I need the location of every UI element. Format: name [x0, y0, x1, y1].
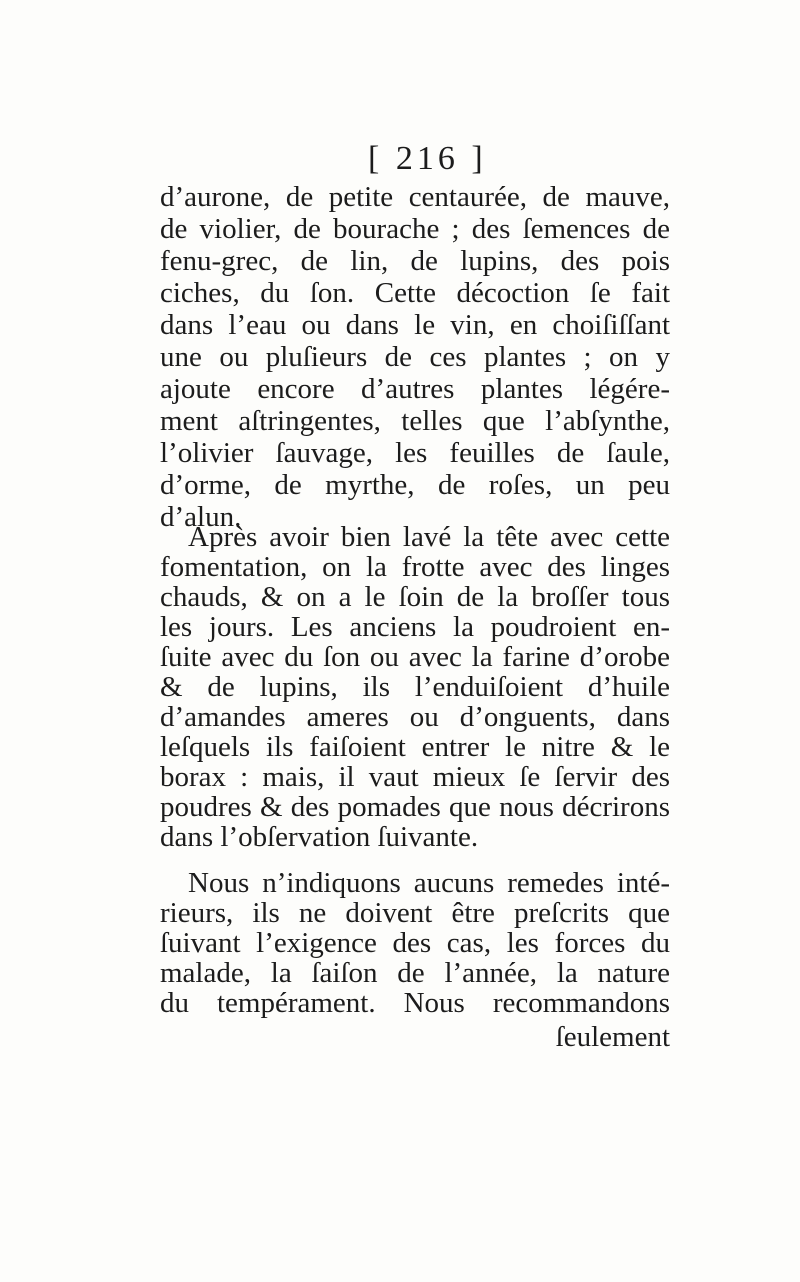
- text-line: une ou pluſieurs de ces plantes ; on y: [160, 341, 670, 373]
- text-line: l’olivier ſauvage, les feuilles de ſaule,: [160, 437, 670, 469]
- text-line: leſquels ils faiſoient entrer le nitre & le: [160, 731, 670, 763]
- text-line: d’amandes ameres ou d’onguents, dans: [160, 701, 670, 733]
- text-line: d’aurone, de petite centaurée, de mauve,: [160, 181, 670, 213]
- catchword: ſeulement: [555, 1021, 670, 1053]
- text-line: les jours. Les anciens la poudroient en-: [160, 611, 670, 643]
- page-number: [ 216 ]: [368, 140, 487, 177]
- text-line: Après avoir bien lavé la tête avec cette: [188, 521, 670, 553]
- text-line: fenu-grec, de lin, de lupins, des pois: [160, 245, 670, 277]
- text-line: dans l’obſervation ſuivante.: [160, 821, 479, 853]
- text-line: rieurs, ils ne doivent être preſcrits que: [160, 897, 670, 929]
- text-line: malade, la ſaiſon de l’année, la nature: [160, 957, 670, 989]
- text-line: chauds, & on a le ſoin de la broſſer tous: [160, 581, 670, 613]
- text-line: du tempérament. Nous recommandons: [160, 987, 670, 1019]
- text-line: Nous n’indiquons aucuns remedes inté-: [188, 867, 670, 899]
- text-line: ciches, du ſon. Cette décoction ſe fait: [160, 277, 670, 309]
- text-line: & de lupins, ils l’enduiſoient d’huile: [160, 671, 670, 703]
- text-line: de violier, de bourache ; des ſemences de: [160, 213, 670, 245]
- text-line: ſuivant l’exigence des cas, les forces du: [160, 927, 670, 959]
- text-line: d’alun.: [160, 501, 242, 533]
- text-line: d’orme, de myrthe, de roſes, un peu: [160, 469, 670, 501]
- text-line: borax : mais, il vaut mieux ſe ſervir des: [160, 761, 670, 793]
- text-line: dans l’eau ou dans le vin, en choiſiſſant: [160, 309, 670, 341]
- text-line: ſuite avec du ſon ou avec la farine d’orobe: [160, 641, 670, 673]
- text-line: fomentation, on la frotte avec des linges: [160, 551, 670, 583]
- text-line: ment aſtringentes, telles que l’abſynthe,: [160, 405, 670, 437]
- text-line: ajoute encore d’autres plantes légére-: [160, 373, 670, 405]
- text-line: poudres & des pomades que nous décrirons: [160, 791, 670, 823]
